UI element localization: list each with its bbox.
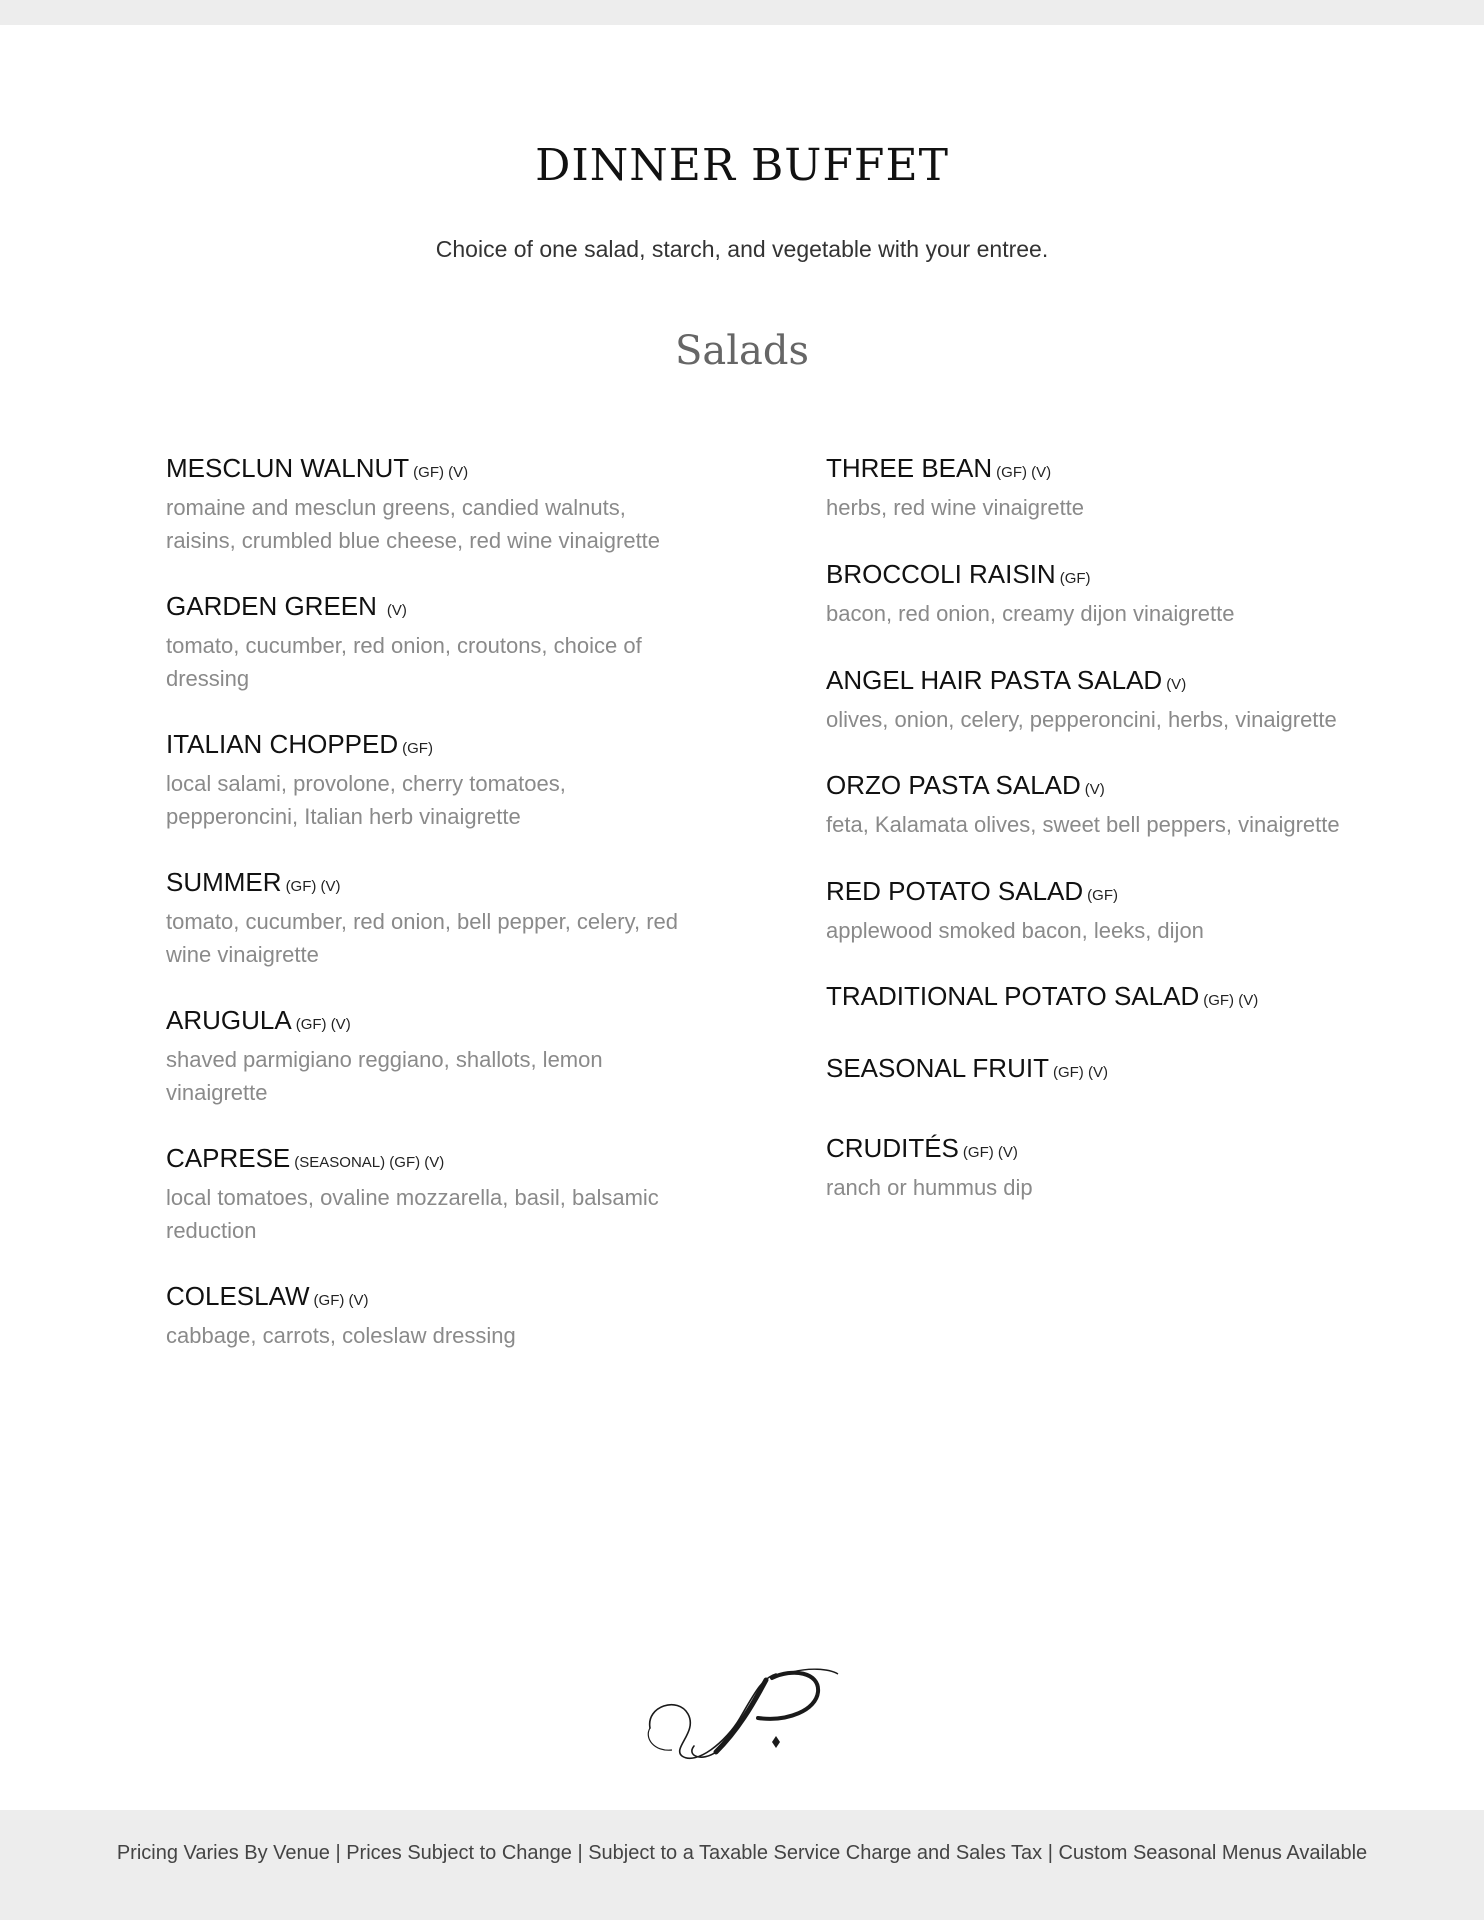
item-description: shaved parmigiano reggiano, shallots, lemon vinaigrette [166, 1047, 603, 1105]
menu-item [826, 979, 1258, 1018]
menu-item [166, 451, 696, 557]
item-description: herbs, red wine vinaigrette [826, 495, 1085, 520]
item-description: tomato, cucumber, red onion, bell pepper, celery, red wine vinaigrette [166, 909, 678, 967]
item-description: feta, Kalamata olives, sweet bell peppers, vinaigrette [826, 812, 1340, 837]
item-tags: (GF) [402, 740, 433, 757]
item-tags: (SEASONAL) (GF) (V) [294, 1154, 445, 1171]
item-tags: (V) [1166, 676, 1187, 693]
item-name: ANGEL HAIR PASTA SALAD [826, 665, 1163, 695]
page-title: DINNER BUFFET [535, 140, 949, 191]
menu-item [826, 663, 1386, 736]
item-tags: (GF) [1059, 570, 1091, 587]
footer-text: Pricing Varies By Venue | Prices Subject to Change | Subject to a Taxable Service Charge and Sales Tax | Custom Seasonal Menus Available [116, 1842, 1368, 1864]
menu-item [826, 1131, 1386, 1204]
item-tags: (GF) (V) [1052, 1064, 1108, 1081]
menu-item [166, 1279, 696, 1352]
item-name: CRUDITÉS [826, 1133, 959, 1163]
item-description: applewood smoked bacon, leeks, dijon [826, 918, 1204, 943]
menu-item [826, 1051, 1108, 1090]
item-name: TRADITIONAL POTATO SALAD [826, 981, 1200, 1011]
item-name: SEASONAL FRUIT [826, 1053, 1049, 1083]
item-tags: (V) [386, 602, 407, 619]
item-description: cabbage, carrots, coleslaw dressing [166, 1323, 516, 1348]
top-band [0, 0, 1484, 25]
page-subtitle: Choice of one salad, starch, and vegetable with your entree. [435, 236, 1049, 262]
item-name: RED POTATO SALAD [826, 876, 1084, 906]
item-name: ARUGULA [166, 1005, 292, 1035]
item-tags: (GF) (V) [962, 1144, 1018, 1161]
section-title-salads: Salads [674, 328, 810, 374]
item-description: local tomatoes, ovaline mozzarella, basil, balsamic reduction [166, 1185, 659, 1243]
menu-item [166, 1141, 696, 1247]
item-tags: (GF) (V) [1203, 992, 1259, 1009]
item-description: olives, onion, celery, pepperoncini, herbs, vinaigrette [826, 707, 1337, 732]
menu-item [826, 451, 1386, 524]
item-tags: (GF) (V) [413, 464, 469, 481]
item-description: romaine and mesclun greens, candied walnuts, raisins, crumbled blue cheese, red wine vinaigrette [166, 495, 661, 553]
item-name: GARDEN GREEN [166, 591, 377, 621]
item-name: COLESLAW [166, 1281, 310, 1311]
menu-item [826, 874, 1386, 947]
item-tags: (GF) (V) [996, 464, 1052, 481]
item-tags: (GF) (V) [295, 1016, 351, 1033]
menu-item [166, 727, 696, 833]
script-p-monogram-icon [642, 1666, 842, 1766]
item-name: SUMMER [166, 867, 282, 897]
menu-item [826, 557, 1386, 630]
menu-item [166, 589, 696, 695]
item-name: MESCLUN WALNUT [166, 453, 410, 483]
item-description: local salami, provolone, cherry tomatoes, pepperoncini, Italian herb vinaigrette [166, 771, 566, 829]
item-name: ORZO PASTA SALAD [826, 770, 1081, 800]
menu-item [166, 865, 696, 971]
item-description: tomato, cucumber, red onion, croutons, choice of dressing [166, 633, 642, 691]
item-description: ranch or hummus dip [826, 1175, 1033, 1200]
item-description: bacon, red onion, creamy dijon vinaigrette [826, 601, 1235, 626]
item-name: CAPRESE [166, 1143, 291, 1173]
menu-item [166, 1003, 696, 1109]
menu-item [826, 768, 1386, 841]
item-tags: (V) [1084, 781, 1105, 798]
item-name: THREE BEAN [826, 453, 993, 483]
item-name: ITALIAN CHOPPED [166, 729, 399, 759]
item-tags: (GF) (V) [285, 878, 341, 895]
item-tags: (GF) (V) [313, 1292, 369, 1309]
item-tags: (GF) [1087, 887, 1118, 904]
footer-band [0, 1810, 1484, 1920]
item-name: BROCCOLI RAISIN [826, 559, 1056, 589]
